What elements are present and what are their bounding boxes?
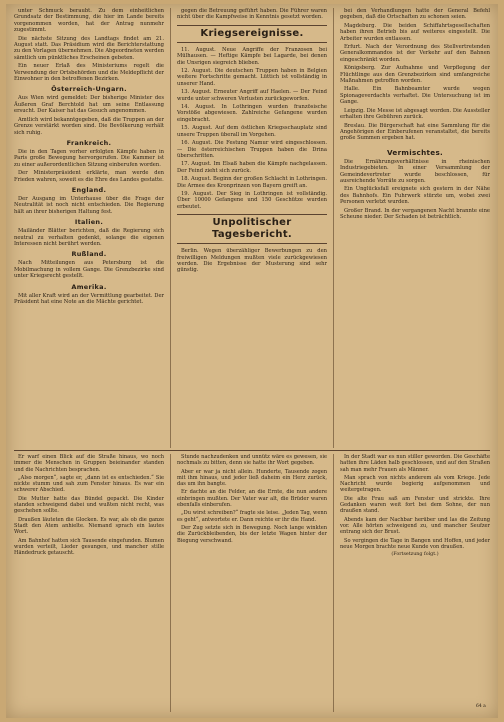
section-heading: Italien. bbox=[74, 218, 104, 227]
paragraph: Halle. Ein Bahnbeamter wurde wegen Spionageverdachts verhaftet. Die Untersuchung ist im Gange. bbox=[340, 86, 490, 106]
paragraph: 12. August. Die deutschen Truppen haben in Belgien weitere Fortschritte gemacht. Lüttich ist vollständig in unserer Hand. bbox=[177, 68, 327, 87]
paragraph: Man sprach von nichts anderem als vom Kriege. Jede Nachricht wurde begierig aufgenommen und weitergetragen. bbox=[340, 474, 490, 494]
headline-war-events: Kriegsereignisse. bbox=[177, 25, 327, 43]
feuilleton-columns bbox=[14, 454, 490, 712]
paragraph: In der Stadt war es nun stiller geworden. Die Geschäfte hatten ihre Läden halb geschlossen, und auf den Straßen sah man mehr Frauen als Männer. bbox=[340, 454, 490, 473]
page-mark: 64 a bbox=[476, 704, 486, 709]
paragraph: 13. August. Erneuter Angriff auf Haelen. — Der Feind wurde unter schweren Verlusten zurückgeworfen. bbox=[177, 89, 327, 102]
headline-daily-report: Unpolitischer Tagesbericht. bbox=[177, 214, 327, 244]
paragraph: Magdeburg. Die beiden Schiffahrtsgesellschaften haben ihren Betrieb bis auf weiteres eingestellt. Die Arbeiter wurden entlassen. bbox=[340, 22, 490, 42]
section-heading: Rußland. bbox=[71, 250, 107, 259]
paragraph: Die in den Tagen vorher erfolgten Kämpfe haben in Paris große Bewegung hervorgerufen. Die Kammer ist zu einer außerordentlichen Sitzung einberufen worden. bbox=[14, 148, 164, 168]
column-divider bbox=[333, 8, 334, 448]
paragraph: Der Ministerpräsident erklärte, man werde den Frieden wahren, soweit es die Ehre des Landes gestatte. bbox=[14, 170, 164, 183]
paragraph: 15. August. Auf dem östlichen Kriegsschauplatz sind unsere Truppen überall im Vorgehen. bbox=[177, 125, 327, 138]
paragraph: Am Bahnhof hatten sich Tausende eingefunden. Blumen wurden verteilt, Lieder gesungen, und mancher stille Händedruck getauscht. bbox=[14, 537, 164, 557]
paragraph: Die nächste Sitzung des Landtags findet am 21. August statt. Das Präsidium wird die Berichterstattung zu den Vorlagen übernehmen. Die Abgeordneten werden sämtlich um pünktliches Erscheinen gebeten. bbox=[14, 35, 164, 61]
paragraph: Königsberg. Zur Aufnahme und Verpflegung der Flüchtlinge aus den Grenzbezirken sind umfangreiche Maßnahmen getroffen worden. bbox=[340, 65, 490, 85]
paragraph: Mailänder Blätter berichten, daß die Regierung sich neutral zu verhalten gedenkt, solange die eigenen Interessen nicht berührt werden. bbox=[14, 228, 164, 247]
feuilleton-column-middle bbox=[177, 454, 327, 712]
column-divider bbox=[170, 8, 171, 448]
continuation-note: (Fortsetzung folgt.) bbox=[391, 552, 439, 558]
paragraph: Er warf einen Blick auf die Straße hinaus, wo noch immer die Menschen in Gruppen beieinander standen und die Nachrichten besprachen. bbox=[14, 454, 164, 473]
paragraph: Großer Brand. In der vergangenen Nacht brannte eine Scheune nieder. Der Schaden ist beträchtlich. bbox=[340, 207, 490, 220]
paragraph: Amtlich wird bekanntgegeben, daß die Truppen an der Grenze verstärkt worden sind. Die Bevölkerung verhält sich ruhig. bbox=[14, 116, 164, 136]
paragraph: gegen die Betreuung geführt haben. Die Führer waren nicht über die Kampfweise in Kenntnis gesetzt worden. bbox=[177, 8, 327, 21]
feuilleton-column-right bbox=[340, 454, 490, 712]
paragraph: Der Zug setzte sich in Bewegung. Noch lange winkten die Zurückbleibenden, bis der letzte Wagen hinter der Biegung verschwand. bbox=[177, 524, 327, 544]
paragraph: Ein Unglücksfall ereignete sich gestern in der Nähe des Bahnhofs. Ein Fuhrwerk stürzte um, wobei zwei Personen verletzt wurden. bbox=[340, 186, 490, 206]
paragraph: So vergingen die Tage in Bangen und Hoffen, und jeder neue Morgen brachte neue Kunde von draußen. bbox=[340, 537, 490, 550]
paragraph: Ein neuer Erlaß des Ministeriums regelt die Verwendung der Ortsbehörden und die Meldepflicht der Einwohner in den betroffenen Bezirken. bbox=[14, 63, 164, 83]
section-heading: Österreich-Ungarn. bbox=[51, 85, 127, 94]
paragraph: Die Mutter hatte das Bündel gepackt. Die Kinder standen schweigend dabei und wußten nicht recht, was geschehen sollte. bbox=[14, 495, 164, 515]
paragraph: 16. August. Die Festung Namur wird eingeschlossen. — Die österreichischen Truppen haben die Drina überschritten. bbox=[177, 140, 327, 159]
section-heading: England. bbox=[71, 185, 107, 194]
section-heading: Amerika. bbox=[71, 282, 107, 291]
column-right bbox=[340, 8, 490, 448]
newspaper-page bbox=[6, 4, 498, 718]
paragraph: Aus Wien wird gemeldet: Der bisherige Minister des Äußeren Graf Berchtold hat um seine Entlassung ersucht. Der Kaiser hat das Gesuch angenommen. bbox=[14, 95, 164, 115]
paragraph: Breslau. Die Bürgerschaft hat eine Sammlung für die Angehörigen der Einberufenen veranstaltet, die bereits große Summen ergeben hat. bbox=[340, 122, 490, 142]
paragraph: 18. August. Beginn der großen Schlacht in Lothringen. Die Armee des Kronprinzen von Bayern greift an. bbox=[177, 176, 327, 189]
paragraph: Der Ausgang im Unterhause über die Frage der Neutralität ist noch nicht entschieden. Die Regierung hält an ihrer bisherigen Haltung fest. bbox=[14, 195, 164, 215]
section-rule bbox=[14, 450, 490, 451]
feuilleton-column-left bbox=[14, 454, 164, 712]
paragraph: 11. August. Neue Angriffe der Franzosen bei Mülhausen. — Heftige Kämpfe bei Lagarde, bei denen die Unsrigen siegreich blieben. bbox=[177, 46, 327, 66]
paragraph: „Du wirst schreiben?“ fragte sie leise. „Jeden Tag, wenn es geht“, antwortete er. Dann reichte er ihr die Hand. bbox=[177, 510, 327, 523]
paragraph: Stunde nachzudenken und unnütz wäre es gewesen, sie nochmals zu bitten, denn sie hatte ihr Wort gegeben. bbox=[177, 454, 327, 467]
paragraph: Abends kam der Nachbar herüber und las die Zeitung vor. Alle hörten schweigend zu, und mancher Seufzer entrang sich der Brust. bbox=[340, 516, 490, 536]
top-columns bbox=[14, 8, 490, 448]
headline-miscellaneous: Vermischtes. bbox=[386, 147, 444, 157]
section-heading: Frankreich. bbox=[66, 138, 112, 147]
paragraph: Leipzig. Die Messe ist abgesagt worden. Die Aussteller erhalten ihre Gebühren zurück. bbox=[340, 107, 490, 121]
paragraph: 19. August. Der Sieg in Lothringen ist vollständig. Über 10000 Gefangene und 150 Geschütze wurden erbeutet. bbox=[177, 190, 327, 210]
paragraph: unter Schmuck beraubt. Zu dem einheitlichen Grundsatz der Bestimmung, die hier im Lande bereits vorgenommen worden, hat der Antrag nunmehr zugestimmt. bbox=[14, 8, 164, 34]
paragraph: Draußen läuteten die Glocken. Es war, als ob die ganze Stadt den Atem anhielte. Niemand sprach ein lautes Wort. bbox=[14, 516, 164, 536]
column-divider bbox=[170, 454, 171, 712]
paragraph: Erfurt. Nach der Verordnung des Stellvertretenden Generalkommandos ist der Verkehr auf den Bahnen eingeschränkt worden. bbox=[340, 44, 490, 63]
paragraph: Die Ernährungsverhältnisse in rheinischen Industriegebieten. In einer Versammlung der Gemeindevertreter wurde beschlossen, für ausreichende Vorräte zu sorgen. bbox=[340, 158, 490, 184]
column-middle bbox=[177, 8, 327, 448]
paragraph: Die alte Frau saß am Fenster und strickte. Ihre Gedanken waren weit fort bei dem Sohne, der nun draußen stand. bbox=[340, 495, 490, 515]
paragraph: bei den Verhandlungen hatte der General Befehl gegeben, daß die Ortschaften zu schonen seien. bbox=[340, 8, 490, 21]
paragraph: Aber er war ja nicht allein. Hunderte, Tausende zogen mit ihm hinaus, und jeder ließ daheim ein Herz zurück, das um ihn bangte. bbox=[177, 468, 327, 488]
paragraph: Mit aller Kraft wird an der Vermittlung gearbeitet. Der Präsident hat eine Note an die Mächte gerichtet. bbox=[14, 292, 164, 305]
column-left bbox=[14, 8, 164, 448]
paragraph: Nach Mitteilungen aus Petersburg ist die Mobilmachung in vollem Gange. Die Grenzbezirke sind unter Kriegsrecht gestellt. bbox=[14, 260, 164, 280]
paragraph: „Also morgen“, sagte er, „dann ist es entschieden.“ Sie nickte stumm und sah zum Fenster hinaus. Es war ein schwerer Abschied. bbox=[14, 474, 164, 494]
paragraph: Berlin. Wegen überzähliger Bewerbungen zu den freiwilligen Meldungen mußten viele zurückgewiesen werden. Die Ergebnisse der Musterung sind sehr günstig. bbox=[177, 248, 327, 274]
paragraph: 17. August. Im Elsaß haben die Kämpfe nachgelassen. Der Feind zieht sich zurück. bbox=[177, 161, 327, 174]
paragraph: 14. August. In Lothringen wurden französische Vorstöße abgewiesen. Zahlreiche Gefangene wurden eingebracht. bbox=[177, 104, 327, 123]
column-divider bbox=[333, 454, 334, 712]
paragraph: Er dachte an die Felder, an die Ernte, die nun andere einbringen mußten. Der Vater war alt, die Brüder waren ebenfalls einberufen. bbox=[177, 489, 327, 509]
